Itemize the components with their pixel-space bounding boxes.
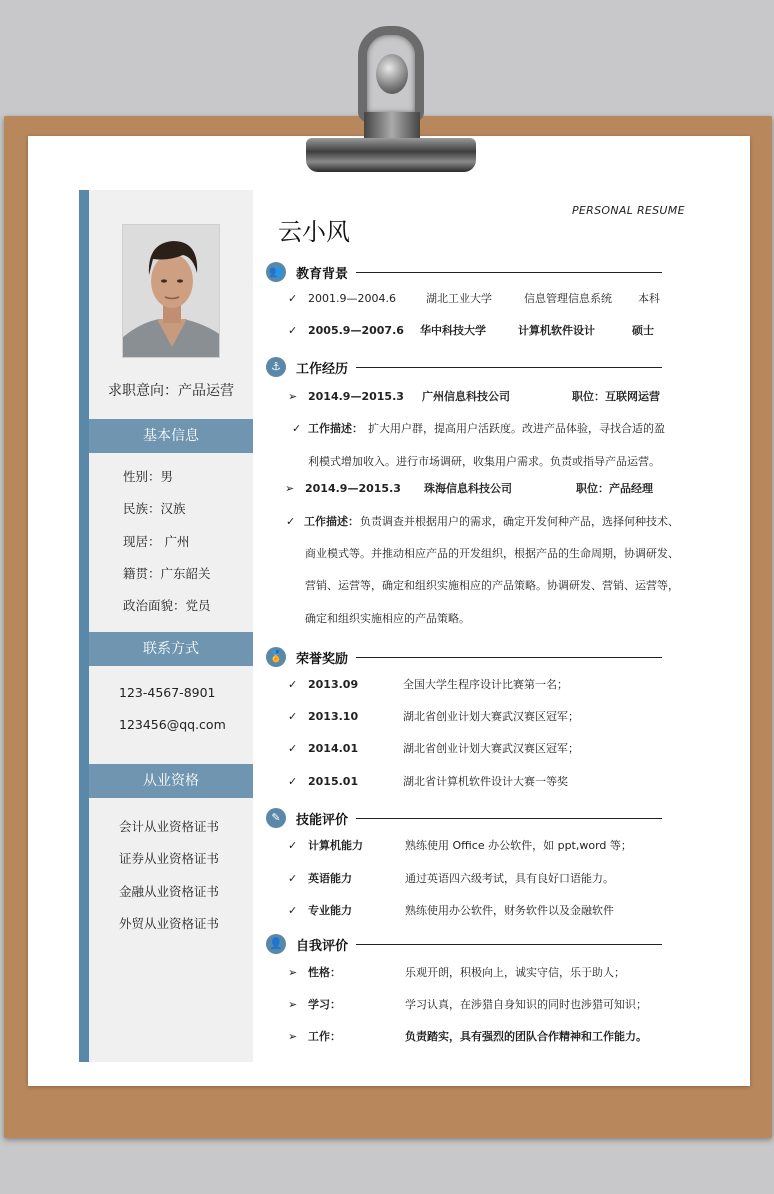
work-date: 2014.9—2015.3 — [308, 390, 404, 403]
self-label: 学习： — [308, 998, 341, 1011]
check-icon: ✓ — [288, 678, 298, 691]
info-political: 政治面貌：党员 — [123, 598, 211, 614]
work-section-header — [266, 356, 666, 378]
education-section-header — [266, 261, 666, 283]
self-text: 学习认真，在涉猎自身知识的同时也涉猎可知识； — [405, 998, 647, 1011]
skills-title: 技能评价 — [296, 813, 349, 828]
binder-clip — [306, 26, 476, 176]
personal-resume-label: PERSONAL RESUME — [572, 204, 685, 217]
check-icon: ✓ — [288, 839, 298, 852]
desc-text: 负责调查并根据用户的需求，确定开发何种产品，选择何种技术、 — [360, 515, 679, 528]
award-date: 2015.01 — [308, 775, 359, 788]
skill-text: 熟练使用 Office 办公软件，如 ppt,word 等； — [405, 839, 632, 852]
self-text: 负责踏实，具有强烈的团队合作精神和工作能力。 — [405, 1030, 647, 1043]
skills-section-header — [266, 807, 666, 829]
desc-text: 营销、运营等，确定和组织实施相应的产品策略。协调研发、营销、运营等， — [305, 579, 679, 592]
education-title: 教育背景 — [296, 267, 349, 282]
arrow-icon: ➢ — [288, 390, 298, 403]
section-divider — [356, 367, 662, 368]
self-eval-section-header — [266, 933, 666, 955]
anchor-icon: ⚓ — [266, 357, 286, 377]
candidate-name: 云小风 — [278, 218, 350, 246]
check-icon: ✓ — [288, 904, 298, 917]
check-icon: ✓ — [288, 872, 298, 885]
self-text: 乐观开朗，积极向上，诚实守信，乐于助人； — [405, 966, 625, 979]
contact-email[interactable]: 123456@qq.com — [119, 717, 226, 733]
skill-label: 英语能力 — [308, 872, 352, 885]
edu-degree: 硕士 — [632, 324, 654, 337]
info-hometown: 籍贯：广东韶关 — [123, 565, 211, 581]
check-icon: ✓ — [288, 292, 298, 305]
desc-text: 确定和组织实施相应的产品策略。 — [305, 612, 470, 625]
medal-icon: 🏅 — [266, 647, 286, 667]
basic-info-list — [123, 461, 211, 622]
desc-label: 工作描述： — [308, 422, 363, 435]
work-position: 职位：互联网运营 — [572, 390, 660, 403]
desc-text: 扩大用户群，提高用户活跃度。改进产品体验，寻找合适的盈 — [368, 422, 665, 435]
person-icon: 👤 — [266, 934, 286, 954]
info-residence: 现居： 广州 — [123, 533, 190, 549]
edu-school: 湖北工业大学 — [426, 292, 492, 305]
pen-icon: ✎ — [266, 808, 286, 828]
award-text: 湖北省创业计划大赛武汉赛区冠军； — [403, 710, 579, 723]
people-icon: 👥 — [266, 262, 286, 282]
qualifications-header: 从业资格 — [89, 764, 253, 798]
self-label: 工作： — [308, 1030, 341, 1043]
award-date: 2013.09 — [308, 678, 359, 691]
edu-date: 2005.9—2007.6 — [308, 324, 404, 337]
qual-item: 金融从业资格证书 — [119, 883, 220, 899]
skill-label: 计算机能力 — [308, 839, 363, 852]
award-text: 湖北省计算机软件设计大赛一等奖 — [403, 775, 568, 788]
check-icon: ✓ — [288, 742, 298, 755]
profile-photo — [122, 224, 220, 358]
awards-title: 荣誉奖励 — [296, 652, 349, 667]
edu-major: 计算机软件设计 — [518, 324, 595, 337]
edu-date: 2001.9—2004.6 — [308, 292, 396, 305]
info-ethnicity: 民族：汉族 — [123, 501, 186, 517]
check-icon: ✓ — [288, 324, 298, 337]
skill-text: 通过英语四六级考试，具有良好口语能力。 — [405, 872, 614, 885]
info-gender: 性别：男 — [123, 469, 174, 484]
qual-item: 证券从业资格证书 — [119, 851, 220, 867]
sidebar — [79, 190, 253, 1062]
basic-info-header: 基本信息 — [89, 419, 253, 453]
contact-list — [119, 677, 226, 742]
arrow-icon: ➢ — [288, 998, 298, 1011]
section-divider — [356, 818, 662, 819]
work-date: 2014.9—2015.3 — [305, 482, 401, 495]
qual-item: 外贸从业资格证书 — [119, 915, 220, 931]
award-text: 全国大学生程序设计比赛第一名； — [403, 678, 568, 691]
desc-text: 商业模式等。并推动相应产品的开发组织，根据产品的生命周期，协调研发、 — [305, 547, 679, 560]
edu-degree: 本科 — [638, 292, 660, 305]
skill-label: 专业能力 — [308, 904, 352, 917]
work-company: 珠海信息科技公司 — [424, 482, 512, 495]
work-position: 职位：产品经理 — [576, 482, 653, 495]
award-date: 2013.10 — [308, 710, 359, 723]
desc-text: 利模式增加收入。进行市场调研，收集用户需求。负责或指导产品运营。 — [308, 455, 660, 468]
check-icon: ✓ — [288, 775, 298, 788]
edu-school: 华中科技大学 — [420, 324, 486, 337]
awards-section-header — [266, 646, 666, 668]
work-title: 工作经历 — [296, 362, 349, 377]
work-company: 广州信息科技公司 — [422, 390, 510, 403]
arrow-icon: ➢ — [288, 966, 298, 979]
arrow-icon: ➢ — [288, 1030, 298, 1043]
desc-label: 工作描述： — [304, 515, 359, 528]
edu-major: 信息管理信息系统 — [524, 292, 612, 305]
arrow-icon: ➢ — [285, 482, 295, 495]
skill-text: 熟练使用办公软件，财务软件以及金融软件 — [405, 904, 614, 917]
section-divider — [356, 272, 662, 273]
qualifications-list — [119, 811, 219, 940]
award-text: 湖北省创业计划大赛武汉赛区冠军； — [403, 742, 579, 755]
award-date: 2014.01 — [308, 742, 359, 755]
check-icon: ✓ — [292, 422, 302, 435]
check-icon: ✓ — [288, 710, 298, 723]
self-label: 性格： — [308, 966, 341, 979]
contact-phone[interactable]: 123-4567-8901 — [119, 685, 216, 700]
contact-header: 联系方式 — [89, 632, 253, 666]
job-objective: 求职意向：产品运营 — [108, 383, 234, 399]
section-divider — [356, 944, 662, 945]
portrait-image — [123, 225, 220, 358]
sidebar-accent-bar — [79, 190, 89, 1062]
section-divider — [356, 657, 662, 658]
self-eval-title: 自我评价 — [296, 939, 349, 954]
qual-item: 会计从业资格证书 — [119, 819, 220, 834]
check-icon: ✓ — [286, 515, 296, 528]
